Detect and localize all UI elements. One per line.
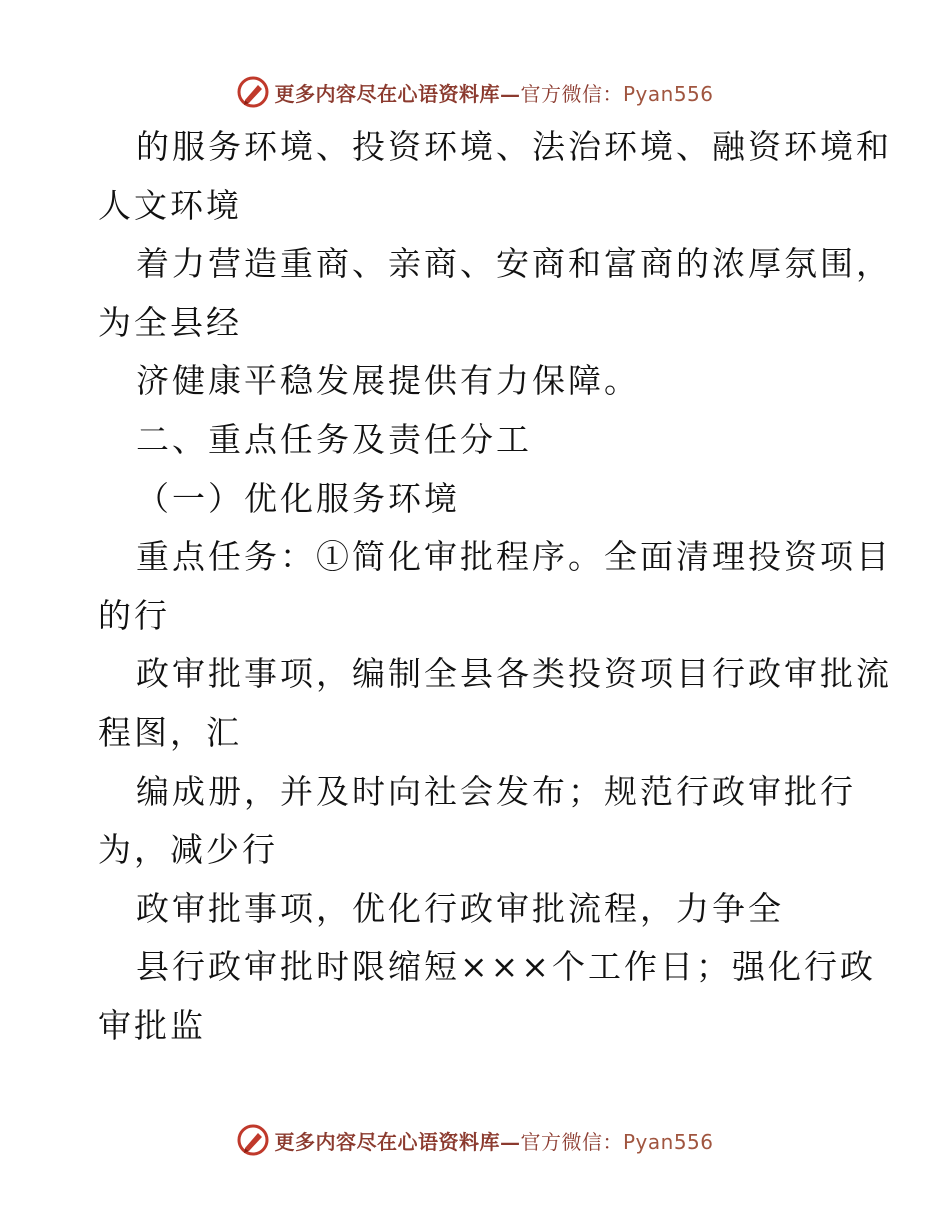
footer-banner-text [274,1126,713,1155]
text-line: 济健康平稳发展提供有力保障。 [136,361,640,401]
header-banner [0,72,950,112]
footer-separator: — [499,1129,521,1154]
header-site-name: 更多内容尽在心语资料库 [274,81,500,106]
text-line: 着力营造重商、亲商、安商和富商的浓厚氛围， [136,244,892,284]
text-line: 人文环境 [98,185,242,225]
footer-banner [0,1120,950,1160]
text-line: 审批监 [98,1005,206,1045]
text-line: 政审批事项，编制全县各类投资项目行政审批流 [136,654,892,694]
text-line: 的服务环境、投资环境、法治环境、融资环境和 [136,127,892,166]
footer-site-name: 更多内容尽在心语资料库 [274,1129,500,1154]
text-line: 编成册，并及时向社会发布；规范行政审批行 [136,771,856,811]
header-wechat-label: 官方微信： [520,81,623,106]
header-separator: — [499,81,521,106]
text-line: 为全县经 [98,302,242,342]
footer-wechat-label: 官方微信： [520,1129,623,1154]
pen-logo-icon [236,1123,270,1157]
text-line: 程图，汇 [98,712,242,752]
text-line: 的行 [98,595,170,635]
text-line: 县行政审批时限缩短×××个工作日；强化行政 [136,947,876,987]
section-heading: 二、重点任务及责任分工 [136,419,532,459]
subsection-heading: （一）优化服务环境 [136,478,460,518]
document-body [98,118,892,1056]
pen-logo-icon [236,75,270,109]
text-line: 政审批事项，优化行政审批流程，力争全 [136,888,784,928]
header-banner-text [274,78,713,107]
text-line: 重点任务：①简化审批程序。全面清理投资项目 [136,537,892,577]
header-wechat-id: Pyan556 [622,81,714,106]
text-line: 为，减少行 [98,830,278,870]
footer-wechat-id: Pyan556 [622,1129,714,1154]
